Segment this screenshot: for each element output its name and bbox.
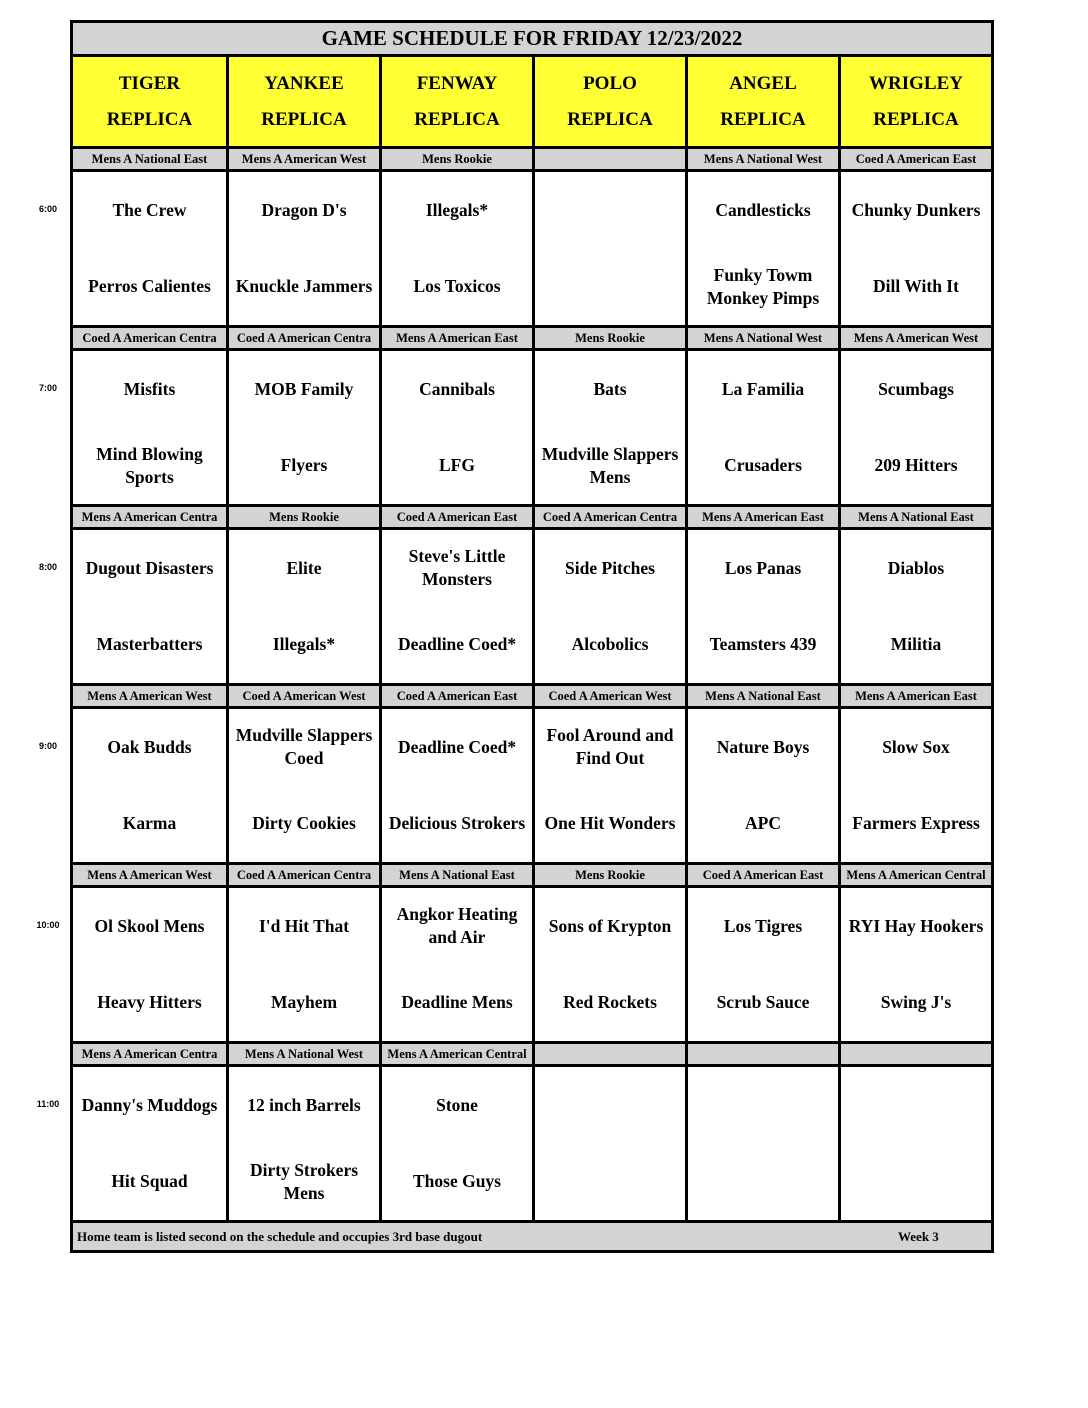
division-label: Coed A American Centra [226,328,379,348]
home-team: Los Toxicos [413,276,501,297]
home-team: Alcobolics [571,634,649,655]
game-cell [685,888,838,1041]
division-label: Mens A American Central [838,865,991,885]
home-team: Dirty Strokers Mens [249,1159,359,1203]
division-row [73,504,991,530]
home-team [537,249,683,326]
division-label: Mens A American East [379,328,532,348]
game-cell [73,172,226,325]
away-team: Fool Around and Find Out [546,725,674,769]
home-team: Those Guys [412,1171,501,1192]
time-label: 7:00 [38,383,57,393]
field-name: YANKEE [264,72,344,94]
away-team: Oak Budds [107,736,192,757]
field-subtitle: REPLICA [720,108,806,130]
home-team [843,1144,989,1221]
away-team: Los Panas [724,557,802,578]
home-team: One Hit Wonders [544,813,676,834]
away-team: Misfits [123,378,176,399]
division-label: Mens Rookie [379,149,532,169]
game-cell [226,888,379,1041]
division-label: Coed A American East [379,686,532,706]
time-label: 9:00 [38,741,57,751]
home-team: Dirty Cookies [252,813,356,834]
division-label: Coed A American West [226,686,379,706]
away-team: Danny's Muddogs [81,1094,218,1115]
field-subtitle: REPLICA [567,108,653,130]
game-cell [73,1067,226,1220]
away-team [537,1067,683,1144]
away-team [690,1067,836,1144]
home-team: Illegals* [272,634,336,655]
home-team-note: Home team is listed second on the schedule and occupies 3rd base dugout [77,1229,483,1244]
home-team: Masterbatters [96,634,203,655]
home-team: Knuckle Jammers [235,276,373,297]
division-label: Mens A American West [838,328,991,348]
time-label: 8:00 [38,562,57,572]
home-team: Scrub Sauce [716,992,810,1013]
week-label: Week 3 [898,1229,939,1244]
away-team: MOB Family [254,378,354,399]
away-team: Deadline Coed* [397,736,517,757]
game-cell [379,172,532,325]
field-name: FENWAY [416,72,498,94]
game-cell [73,351,226,504]
home-team: Deadline Mens [401,992,513,1013]
game-cell [838,351,991,504]
game-cell [685,709,838,862]
game-cell [838,530,991,683]
time-label: 10:00 [36,920,60,930]
field-header [379,57,532,146]
time-label: 6:00 [38,204,57,214]
home-team: Militia [890,634,942,655]
home-team: Deadline Coed* [397,634,517,655]
away-team: Nature Boys [716,736,810,757]
division-row [73,325,991,351]
game-cell [379,530,532,683]
home-team: Hit Squad [111,1171,188,1192]
away-team: I'd Hit That [258,915,350,936]
division-label: Coed A American Centra [73,328,226,348]
home-team: Perros Calientes [88,276,211,297]
division-label: Mens A National East [379,865,532,885]
game-cell [379,1067,532,1220]
division-label: Mens A National East [838,507,991,527]
home-team [537,1144,683,1221]
division-label: Mens A National West [226,1044,379,1064]
away-team: Dugout Disasters [85,557,214,578]
field-name: POLO [583,72,637,94]
home-team: Red Rockets [563,992,657,1013]
home-team: 209 Hitters [874,455,958,476]
field-name: WRIGLEY [869,72,963,94]
game-cell [73,530,226,683]
game-cell [532,172,685,325]
home-team: Karma [122,813,177,834]
schedule-footer [73,1220,991,1250]
home-team: Mind Blowing Sports [96,443,203,487]
game-cell [838,172,991,325]
away-team: Scumbags [878,378,954,399]
division-label: Mens A American Centra [73,507,226,527]
home-team: Farmers Express [852,813,980,834]
home-team [690,1144,836,1221]
home-team: Mudville Slappers Mens [541,443,679,487]
schedule-title: GAME SCHEDULE FOR FRIDAY 12/23/2022 [73,23,991,57]
division-label: Mens A American Central [379,1044,532,1064]
game-cell [73,888,226,1041]
field-header [685,57,838,146]
division-label: Mens A American West [226,149,379,169]
game-cell [226,530,379,683]
home-team: Heavy Hitters [97,992,202,1013]
away-team: RYI Hay Hookers [848,915,984,936]
home-team: Funky Towm Monkey Pimps [706,264,820,308]
division-label [532,149,685,169]
game-cell [532,888,685,1041]
home-team: Dill With It [873,276,959,297]
game-cell [226,709,379,862]
away-team: Side Pitches [565,557,655,578]
game-cell [685,1067,838,1220]
games-row [73,888,991,1041]
away-team: Mudville Slappers Coed [235,725,373,769]
games-row [73,530,991,683]
away-team: Los Tigres [723,915,803,936]
division-row [73,146,991,172]
division-label: Mens A National East [685,686,838,706]
game-cell [838,888,991,1041]
home-team: Mayhem [270,992,338,1013]
games-row [73,172,991,325]
home-team: Crusaders [724,455,802,476]
home-team: Delicious Strokers [388,813,526,834]
field-name: TIGER [118,72,181,94]
game-cell [685,172,838,325]
away-team: 12 inch Barrels [247,1094,361,1115]
division-label: Coed A American East [685,865,838,885]
division-label: Mens A American West [73,686,226,706]
time-label: 11:00 [36,1099,60,1109]
away-team: Stone [436,1094,478,1115]
division-label: Mens A American East [838,686,991,706]
away-team: Diablos [887,557,945,578]
away-team: Sons of Krypton [548,915,672,936]
away-team: Angkor Heating and Air [396,904,518,948]
division-label [532,1044,685,1064]
game-cell [532,1067,685,1220]
division-label [838,1044,991,1064]
division-label: Mens A American East [685,507,838,527]
away-team: Ol Skool Mens [94,915,205,936]
division-label: Coed A American Centra [532,507,685,527]
home-team: Swing J's [880,992,952,1013]
home-team: Teamsters 439 [709,634,817,655]
game-cell [379,888,532,1041]
away-team: Elite [286,557,322,578]
division-label: Mens A National West [685,149,838,169]
division-label: Mens A National West [685,328,838,348]
game-cell [226,1067,379,1220]
schedule-body [73,146,991,1220]
game-cell [226,351,379,504]
games-row [73,709,991,862]
away-team: The Crew [112,199,187,220]
division-row [73,1041,991,1067]
division-label: Mens A American Centra [73,1044,226,1064]
away-team: Illegals* [425,199,489,220]
field-header [838,57,991,146]
division-label: Mens Rookie [532,865,685,885]
field-header [226,57,379,146]
games-row [73,1067,991,1220]
division-row [73,862,991,888]
away-team: La Familia [721,378,805,399]
away-team: Chunky Dunkers [851,199,981,220]
home-team: Flyers [280,455,328,476]
away-team: Dragon D's [261,199,347,220]
field-subtitle: REPLICA [261,108,347,130]
field-subtitle: REPLICA [873,108,959,130]
field-header [532,57,685,146]
division-label: Mens A National East [73,149,226,169]
game-cell [532,530,685,683]
game-cell [685,530,838,683]
away-team [537,172,683,249]
away-team: Steve's Little Monsters [408,546,506,590]
away-team: Candlesticks [715,199,811,220]
game-cell [226,172,379,325]
schedule-table [70,20,994,1253]
field-name: ANGEL [729,72,797,94]
home-team: LFG [439,455,475,476]
game-cell [73,709,226,862]
away-team [843,1067,989,1144]
division-label [685,1044,838,1064]
game-cell [685,351,838,504]
field-header-row [73,57,991,146]
game-cell [838,709,991,862]
away-team: Cannibals [419,378,495,399]
game-cell [838,1067,991,1220]
division-label: Mens A American West [73,865,226,885]
field-subtitle: REPLICA [414,108,500,130]
game-cell [532,351,685,504]
division-label: Coed A American Centra [226,865,379,885]
division-label: Coed A American East [379,507,532,527]
away-team: Slow Sox [882,736,950,757]
game-cell [379,351,532,504]
division-label: Coed A American East [838,149,991,169]
game-cell [379,709,532,862]
field-subtitle: REPLICA [106,108,193,130]
field-header [73,57,226,146]
division-label: Coed A American West [532,686,685,706]
games-row [73,351,991,504]
division-row [73,683,991,709]
game-cell [532,709,685,862]
away-team: Bats [593,378,627,399]
home-team: APC [745,813,781,834]
division-label: Mens Rookie [226,507,379,527]
division-label: Mens Rookie [532,328,685,348]
